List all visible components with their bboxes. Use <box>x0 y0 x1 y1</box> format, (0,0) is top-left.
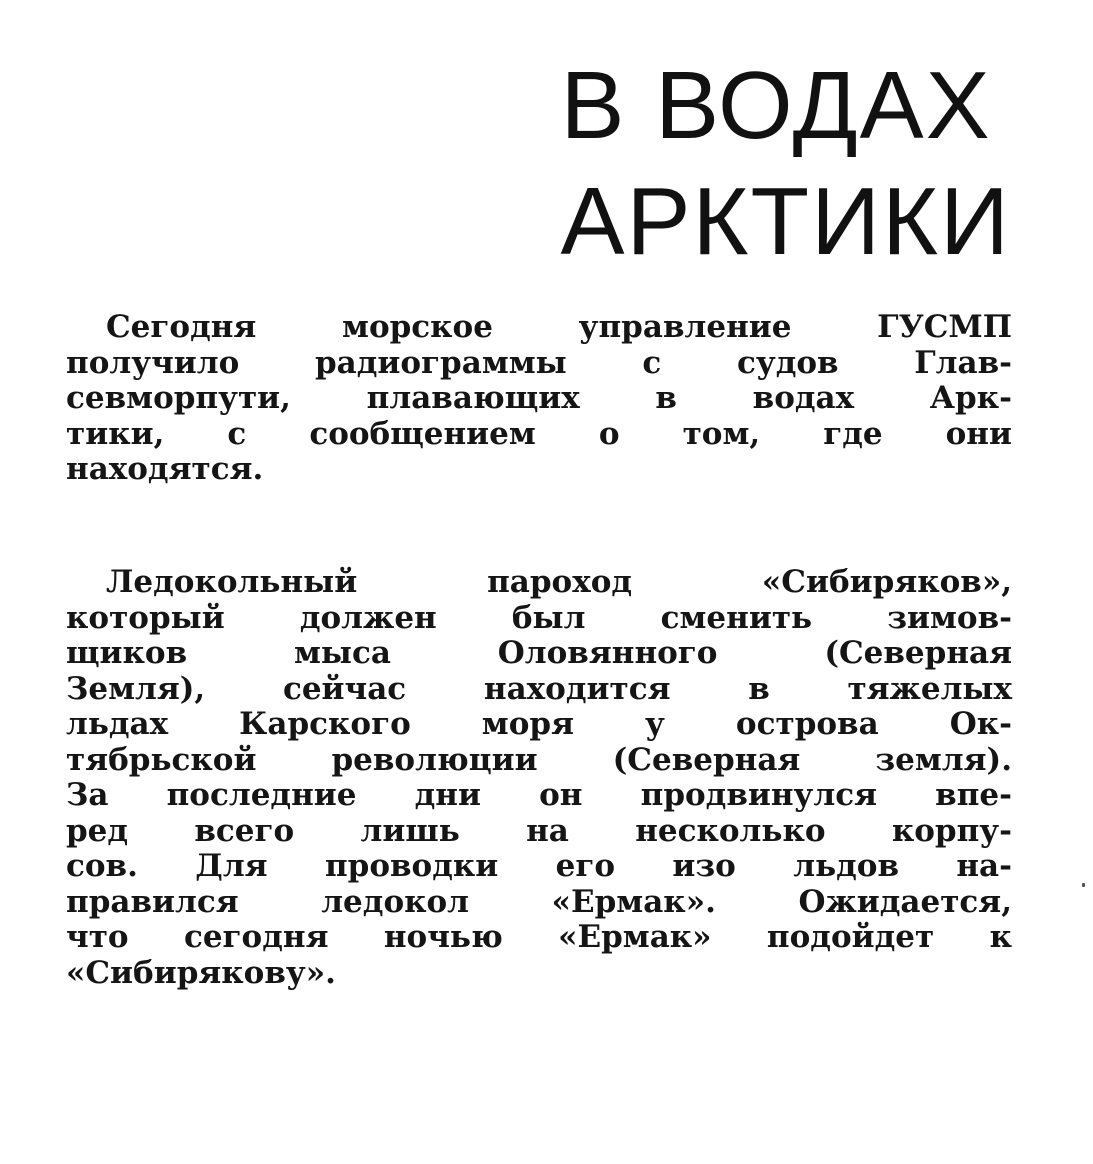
article-headline <box>560 48 1011 280</box>
paragraph-line: ред всего лишь на несколько корпу- <box>66 812 1012 849</box>
paragraph-line: получило радиограммы с судов Глав- <box>66 344 1012 381</box>
paragraph-line: который должен был сменить зимов- <box>66 599 1012 636</box>
paragraph-line: За последние дни он продвинулся впе- <box>66 777 1012 813</box>
paragraph-line: что сегодня ночью «Ермак» подойдет к <box>66 919 1012 955</box>
print-speck <box>1082 883 1085 887</box>
paragraph-line: тябрьской революции (Северная земля). <box>66 741 1012 778</box>
paragraph-line: правился ледокол «Ермак». Ожидается, <box>66 883 1012 920</box>
paragraph-line: Земля), сейчас находится в тяжелых <box>66 670 1012 707</box>
article-paragraph-2 <box>66 565 1012 991</box>
paragraph-line: сов. Для проводки его изо льдов на- <box>66 848 1012 884</box>
paragraph-line: тики, с сообщением о том, где они <box>66 415 1012 452</box>
paragraph-line: Ледокольный пароход «Сибиряков», <box>106 564 1012 600</box>
paragraph-line: севморпути, плавающих в водах Арк- <box>66 380 1012 416</box>
article-paragraph-1 <box>66 310 1012 488</box>
headline-line-2: АРКТИКИ <box>560 168 1011 275</box>
paragraph-line: Сегодня морское управление ГУСМП <box>106 309 1012 345</box>
headline-line-1: В ВОДАХ <box>560 52 992 159</box>
paragraph-line: льдах Карского моря у острова Ок- <box>66 706 1012 742</box>
paragraph-line: находятся. <box>66 451 264 487</box>
paragraph-line: «Сибирякову». <box>66 954 336 991</box>
paragraph-line: щиков мыса Оловянного (Северная <box>66 635 1012 671</box>
